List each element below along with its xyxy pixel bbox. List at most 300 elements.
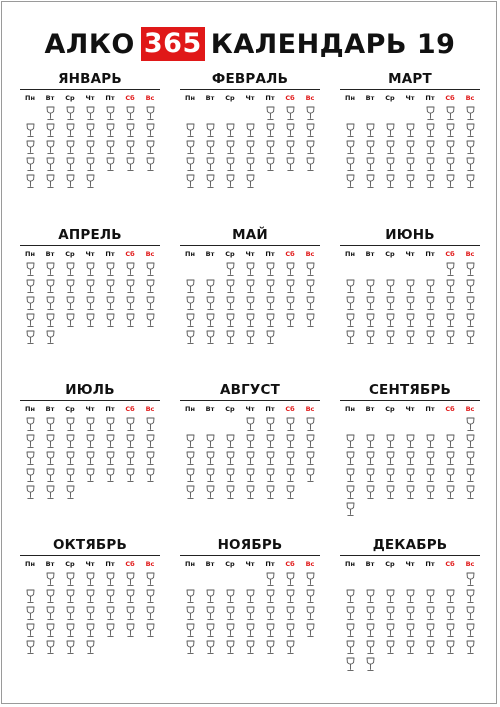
wine-glass-icon[interactable] xyxy=(300,279,320,296)
wine-glass-icon[interactable] xyxy=(420,451,440,468)
wine-glass-icon[interactable] xyxy=(20,640,40,657)
wine-glass-icon[interactable] xyxy=(460,157,480,174)
wine-glass-icon[interactable] xyxy=(80,434,100,451)
wine-glass-icon[interactable] xyxy=(380,640,400,657)
wine-glass-icon[interactable] xyxy=(300,296,320,313)
wine-glass-icon[interactable] xyxy=(180,296,200,313)
wine-glass-icon[interactable] xyxy=(260,434,280,451)
wine-glass-icon[interactable] xyxy=(180,140,200,157)
wine-glass-icon[interactable] xyxy=(40,417,60,434)
wine-glass-icon[interactable] xyxy=(80,589,100,606)
wine-glass-icon[interactable] xyxy=(360,623,380,640)
wine-glass-icon[interactable] xyxy=(120,417,140,434)
wine-glass-icon[interactable] xyxy=(360,606,380,623)
wine-glass-icon[interactable] xyxy=(200,606,220,623)
wine-glass-icon[interactable] xyxy=(460,313,480,330)
wine-glass-icon[interactable] xyxy=(440,485,460,502)
wine-glass-icon[interactable] xyxy=(200,468,220,485)
wine-glass-icon[interactable] xyxy=(460,417,480,434)
wine-glass-icon[interactable] xyxy=(80,572,100,589)
wine-glass-icon[interactable] xyxy=(280,313,300,330)
wine-glass-icon[interactable] xyxy=(100,262,120,279)
wine-glass-icon[interactable] xyxy=(340,502,360,519)
wine-glass-icon[interactable] xyxy=(20,262,40,279)
wine-glass-icon[interactable] xyxy=(400,123,420,140)
wine-glass-icon[interactable] xyxy=(120,589,140,606)
wine-glass-icon[interactable] xyxy=(40,485,60,502)
wine-glass-icon[interactable] xyxy=(460,451,480,468)
wine-glass-icon[interactable] xyxy=(220,451,240,468)
wine-glass-icon[interactable] xyxy=(420,106,440,123)
wine-glass-icon[interactable] xyxy=(200,140,220,157)
wine-glass-icon[interactable] xyxy=(60,640,80,657)
wine-glass-icon[interactable] xyxy=(360,123,380,140)
wine-glass-icon[interactable] xyxy=(360,140,380,157)
wine-glass-icon[interactable] xyxy=(280,606,300,623)
wine-glass-icon[interactable] xyxy=(400,623,420,640)
wine-glass-icon[interactable] xyxy=(240,434,260,451)
wine-glass-icon[interactable] xyxy=(80,417,100,434)
wine-glass-icon[interactable] xyxy=(440,174,460,191)
wine-glass-icon[interactable] xyxy=(440,589,460,606)
wine-glass-icon[interactable] xyxy=(420,313,440,330)
wine-glass-icon[interactable] xyxy=(140,434,160,451)
wine-glass-icon[interactable] xyxy=(240,330,260,347)
wine-glass-icon[interactable] xyxy=(40,174,60,191)
wine-glass-icon[interactable] xyxy=(440,606,460,623)
wine-glass-icon[interactable] xyxy=(140,106,160,123)
wine-glass-icon[interactable] xyxy=(20,123,40,140)
wine-glass-icon[interactable] xyxy=(400,140,420,157)
wine-glass-icon[interactable] xyxy=(400,451,420,468)
wine-glass-icon[interactable] xyxy=(120,279,140,296)
wine-glass-icon[interactable] xyxy=(340,434,360,451)
wine-glass-icon[interactable] xyxy=(240,296,260,313)
wine-glass-icon[interactable] xyxy=(280,417,300,434)
wine-glass-icon[interactable] xyxy=(400,640,420,657)
wine-glass-icon[interactable] xyxy=(140,468,160,485)
wine-glass-icon[interactable] xyxy=(420,606,440,623)
wine-glass-icon[interactable] xyxy=(280,106,300,123)
wine-glass-icon[interactable] xyxy=(300,589,320,606)
wine-glass-icon[interactable] xyxy=(340,606,360,623)
wine-glass-icon[interactable] xyxy=(140,572,160,589)
wine-glass-icon[interactable] xyxy=(260,262,280,279)
wine-glass-icon[interactable] xyxy=(40,606,60,623)
wine-glass-icon[interactable] xyxy=(360,657,380,674)
wine-glass-icon[interactable] xyxy=(420,468,440,485)
wine-glass-icon[interactable] xyxy=(440,434,460,451)
wine-glass-icon[interactable] xyxy=(180,589,200,606)
wine-glass-icon[interactable] xyxy=(200,640,220,657)
wine-glass-icon[interactable] xyxy=(220,485,240,502)
wine-glass-icon[interactable] xyxy=(60,623,80,640)
wine-glass-icon[interactable] xyxy=(420,623,440,640)
wine-glass-icon[interactable] xyxy=(400,296,420,313)
wine-glass-icon[interactable] xyxy=(440,451,460,468)
wine-glass-icon[interactable] xyxy=(80,640,100,657)
wine-glass-icon[interactable] xyxy=(240,468,260,485)
wine-glass-icon[interactable] xyxy=(360,451,380,468)
wine-glass-icon[interactable] xyxy=(60,106,80,123)
wine-glass-icon[interactable] xyxy=(200,434,220,451)
wine-glass-icon[interactable] xyxy=(280,640,300,657)
wine-glass-icon[interactable] xyxy=(120,106,140,123)
wine-glass-icon[interactable] xyxy=(240,123,260,140)
wine-glass-icon[interactable] xyxy=(120,468,140,485)
wine-glass-icon[interactable] xyxy=(100,106,120,123)
wine-glass-icon[interactable] xyxy=(140,606,160,623)
wine-glass-icon[interactable] xyxy=(420,140,440,157)
wine-glass-icon[interactable] xyxy=(440,140,460,157)
wine-glass-icon[interactable] xyxy=(240,313,260,330)
wine-glass-icon[interactable] xyxy=(200,123,220,140)
wine-glass-icon[interactable] xyxy=(120,262,140,279)
wine-glass-icon[interactable] xyxy=(220,468,240,485)
wine-glass-icon[interactable] xyxy=(200,296,220,313)
wine-glass-icon[interactable] xyxy=(40,313,60,330)
wine-glass-icon[interactable] xyxy=(60,296,80,313)
wine-glass-icon[interactable] xyxy=(180,485,200,502)
wine-glass-icon[interactable] xyxy=(340,296,360,313)
wine-glass-icon[interactable] xyxy=(280,296,300,313)
wine-glass-icon[interactable] xyxy=(460,279,480,296)
wine-glass-icon[interactable] xyxy=(300,140,320,157)
wine-glass-icon[interactable] xyxy=(220,589,240,606)
wine-glass-icon[interactable] xyxy=(180,451,200,468)
wine-glass-icon[interactable] xyxy=(220,174,240,191)
wine-glass-icon[interactable] xyxy=(260,279,280,296)
wine-glass-icon[interactable] xyxy=(200,330,220,347)
wine-glass-icon[interactable] xyxy=(200,623,220,640)
wine-glass-icon[interactable] xyxy=(460,434,480,451)
wine-glass-icon[interactable] xyxy=(460,606,480,623)
wine-glass-icon[interactable] xyxy=(340,485,360,502)
wine-glass-icon[interactable] xyxy=(20,589,40,606)
wine-glass-icon[interactable] xyxy=(40,434,60,451)
wine-glass-icon[interactable] xyxy=(80,451,100,468)
wine-glass-icon[interactable] xyxy=(20,174,40,191)
wine-glass-icon[interactable] xyxy=(360,157,380,174)
wine-glass-icon[interactable] xyxy=(60,157,80,174)
wine-glass-icon[interactable] xyxy=(460,174,480,191)
wine-glass-icon[interactable] xyxy=(40,123,60,140)
wine-glass-icon[interactable] xyxy=(420,485,440,502)
wine-glass-icon[interactable] xyxy=(40,572,60,589)
wine-glass-icon[interactable] xyxy=(440,468,460,485)
wine-glass-icon[interactable] xyxy=(20,330,40,347)
wine-glass-icon[interactable] xyxy=(300,123,320,140)
wine-glass-icon[interactable] xyxy=(180,330,200,347)
wine-glass-icon[interactable] xyxy=(360,279,380,296)
wine-glass-icon[interactable] xyxy=(100,417,120,434)
wine-glass-icon[interactable] xyxy=(280,123,300,140)
wine-glass-icon[interactable] xyxy=(380,279,400,296)
wine-glass-icon[interactable] xyxy=(420,330,440,347)
wine-glass-icon[interactable] xyxy=(240,174,260,191)
wine-glass-icon[interactable] xyxy=(40,640,60,657)
wine-glass-icon[interactable] xyxy=(380,606,400,623)
wine-glass-icon[interactable] xyxy=(20,279,40,296)
wine-glass-icon[interactable] xyxy=(260,468,280,485)
wine-glass-icon[interactable] xyxy=(120,313,140,330)
wine-glass-icon[interactable] xyxy=(140,140,160,157)
wine-glass-icon[interactable] xyxy=(280,468,300,485)
wine-glass-icon[interactable] xyxy=(340,279,360,296)
wine-glass-icon[interactable] xyxy=(340,451,360,468)
wine-glass-icon[interactable] xyxy=(60,572,80,589)
wine-glass-icon[interactable] xyxy=(100,572,120,589)
wine-glass-icon[interactable] xyxy=(400,313,420,330)
wine-glass-icon[interactable] xyxy=(120,606,140,623)
wine-glass-icon[interactable] xyxy=(360,313,380,330)
wine-glass-icon[interactable] xyxy=(60,123,80,140)
wine-glass-icon[interactable] xyxy=(280,157,300,174)
wine-glass-icon[interactable] xyxy=(60,262,80,279)
wine-glass-icon[interactable] xyxy=(400,434,420,451)
wine-glass-icon[interactable] xyxy=(420,434,440,451)
wine-glass-icon[interactable] xyxy=(100,451,120,468)
wine-glass-icon[interactable] xyxy=(400,279,420,296)
wine-glass-icon[interactable] xyxy=(240,279,260,296)
wine-glass-icon[interactable] xyxy=(380,174,400,191)
wine-glass-icon[interactable] xyxy=(260,589,280,606)
wine-glass-icon[interactable] xyxy=(240,140,260,157)
wine-glass-icon[interactable] xyxy=(20,468,40,485)
wine-glass-icon[interactable] xyxy=(180,640,200,657)
wine-glass-icon[interactable] xyxy=(460,485,480,502)
wine-glass-icon[interactable] xyxy=(380,140,400,157)
wine-glass-icon[interactable] xyxy=(360,174,380,191)
wine-glass-icon[interactable] xyxy=(80,606,100,623)
wine-glass-icon[interactable] xyxy=(60,279,80,296)
wine-glass-icon[interactable] xyxy=(80,313,100,330)
wine-glass-icon[interactable] xyxy=(40,589,60,606)
wine-glass-icon[interactable] xyxy=(20,485,40,502)
wine-glass-icon[interactable] xyxy=(300,606,320,623)
wine-glass-icon[interactable] xyxy=(400,157,420,174)
wine-glass-icon[interactable] xyxy=(340,157,360,174)
wine-glass-icon[interactable] xyxy=(180,434,200,451)
wine-glass-icon[interactable] xyxy=(220,606,240,623)
wine-glass-icon[interactable] xyxy=(60,313,80,330)
wine-glass-icon[interactable] xyxy=(120,451,140,468)
wine-glass-icon[interactable] xyxy=(100,468,120,485)
wine-glass-icon[interactable] xyxy=(40,330,60,347)
wine-glass-icon[interactable] xyxy=(340,140,360,157)
wine-glass-icon[interactable] xyxy=(300,434,320,451)
wine-glass-icon[interactable] xyxy=(420,589,440,606)
wine-glass-icon[interactable] xyxy=(360,468,380,485)
wine-glass-icon[interactable] xyxy=(280,623,300,640)
wine-glass-icon[interactable] xyxy=(240,640,260,657)
wine-glass-icon[interactable] xyxy=(360,296,380,313)
wine-glass-icon[interactable] xyxy=(400,485,420,502)
wine-glass-icon[interactable] xyxy=(460,589,480,606)
wine-glass-icon[interactable] xyxy=(300,313,320,330)
wine-glass-icon[interactable] xyxy=(420,123,440,140)
wine-glass-icon[interactable] xyxy=(340,640,360,657)
wine-glass-icon[interactable] xyxy=(100,313,120,330)
wine-glass-icon[interactable] xyxy=(140,417,160,434)
wine-glass-icon[interactable] xyxy=(420,296,440,313)
wine-glass-icon[interactable] xyxy=(420,157,440,174)
wine-glass-icon[interactable] xyxy=(340,468,360,485)
wine-glass-icon[interactable] xyxy=(20,140,40,157)
wine-glass-icon[interactable] xyxy=(80,623,100,640)
wine-glass-icon[interactable] xyxy=(60,589,80,606)
wine-glass-icon[interactable] xyxy=(200,589,220,606)
wine-glass-icon[interactable] xyxy=(280,279,300,296)
wine-glass-icon[interactable] xyxy=(60,485,80,502)
wine-glass-icon[interactable] xyxy=(380,313,400,330)
wine-glass-icon[interactable] xyxy=(140,296,160,313)
wine-glass-icon[interactable] xyxy=(180,606,200,623)
wine-glass-icon[interactable] xyxy=(80,279,100,296)
wine-glass-icon[interactable] xyxy=(260,640,280,657)
wine-glass-icon[interactable] xyxy=(360,434,380,451)
wine-glass-icon[interactable] xyxy=(220,262,240,279)
wine-glass-icon[interactable] xyxy=(440,313,460,330)
wine-glass-icon[interactable] xyxy=(20,313,40,330)
wine-glass-icon[interactable] xyxy=(80,106,100,123)
wine-glass-icon[interactable] xyxy=(80,140,100,157)
wine-glass-icon[interactable] xyxy=(40,262,60,279)
wine-glass-icon[interactable] xyxy=(200,157,220,174)
wine-glass-icon[interactable] xyxy=(20,434,40,451)
wine-glass-icon[interactable] xyxy=(80,262,100,279)
wine-glass-icon[interactable] xyxy=(180,279,200,296)
wine-glass-icon[interactable] xyxy=(460,140,480,157)
wine-glass-icon[interactable] xyxy=(260,106,280,123)
wine-glass-icon[interactable] xyxy=(380,123,400,140)
wine-glass-icon[interactable] xyxy=(240,157,260,174)
wine-glass-icon[interactable] xyxy=(120,623,140,640)
wine-glass-icon[interactable] xyxy=(340,657,360,674)
wine-glass-icon[interactable] xyxy=(240,623,260,640)
wine-glass-icon[interactable] xyxy=(60,451,80,468)
wine-glass-icon[interactable] xyxy=(260,417,280,434)
wine-glass-icon[interactable] xyxy=(260,451,280,468)
wine-glass-icon[interactable] xyxy=(340,623,360,640)
wine-glass-icon[interactable] xyxy=(140,313,160,330)
wine-glass-icon[interactable] xyxy=(240,589,260,606)
wine-glass-icon[interactable] xyxy=(100,123,120,140)
wine-glass-icon[interactable] xyxy=(380,623,400,640)
wine-glass-icon[interactable] xyxy=(40,468,60,485)
wine-glass-icon[interactable] xyxy=(180,468,200,485)
wine-glass-icon[interactable] xyxy=(100,623,120,640)
wine-glass-icon[interactable] xyxy=(440,279,460,296)
wine-glass-icon[interactable] xyxy=(20,451,40,468)
wine-glass-icon[interactable] xyxy=(140,279,160,296)
wine-glass-icon[interactable] xyxy=(40,106,60,123)
wine-glass-icon[interactable] xyxy=(120,140,140,157)
wine-glass-icon[interactable] xyxy=(440,123,460,140)
wine-glass-icon[interactable] xyxy=(280,140,300,157)
wine-glass-icon[interactable] xyxy=(180,123,200,140)
wine-glass-icon[interactable] xyxy=(40,140,60,157)
wine-glass-icon[interactable] xyxy=(380,468,400,485)
wine-glass-icon[interactable] xyxy=(180,313,200,330)
wine-glass-icon[interactable] xyxy=(200,313,220,330)
wine-glass-icon[interactable] xyxy=(360,330,380,347)
wine-glass-icon[interactable] xyxy=(220,123,240,140)
wine-glass-icon[interactable] xyxy=(20,623,40,640)
wine-glass-icon[interactable] xyxy=(200,174,220,191)
wine-glass-icon[interactable] xyxy=(340,313,360,330)
wine-glass-icon[interactable] xyxy=(260,140,280,157)
wine-glass-icon[interactable] xyxy=(200,451,220,468)
wine-glass-icon[interactable] xyxy=(340,174,360,191)
wine-glass-icon[interactable] xyxy=(260,157,280,174)
wine-glass-icon[interactable] xyxy=(140,157,160,174)
wine-glass-icon[interactable] xyxy=(180,623,200,640)
wine-glass-icon[interactable] xyxy=(140,589,160,606)
wine-glass-icon[interactable] xyxy=(220,313,240,330)
wine-glass-icon[interactable] xyxy=(380,589,400,606)
wine-glass-icon[interactable] xyxy=(440,157,460,174)
wine-glass-icon[interactable] xyxy=(40,623,60,640)
wine-glass-icon[interactable] xyxy=(300,417,320,434)
wine-glass-icon[interactable] xyxy=(40,296,60,313)
wine-glass-icon[interactable] xyxy=(440,106,460,123)
wine-glass-icon[interactable] xyxy=(60,140,80,157)
wine-glass-icon[interactable] xyxy=(340,589,360,606)
wine-glass-icon[interactable] xyxy=(280,434,300,451)
wine-glass-icon[interactable] xyxy=(80,174,100,191)
wine-glass-icon[interactable] xyxy=(240,485,260,502)
wine-glass-icon[interactable] xyxy=(100,279,120,296)
wine-glass-icon[interactable] xyxy=(40,157,60,174)
wine-glass-icon[interactable] xyxy=(120,157,140,174)
wine-glass-icon[interactable] xyxy=(40,279,60,296)
wine-glass-icon[interactable] xyxy=(340,123,360,140)
wine-glass-icon[interactable] xyxy=(280,451,300,468)
wine-glass-icon[interactable] xyxy=(380,434,400,451)
wine-glass-icon[interactable] xyxy=(460,623,480,640)
wine-glass-icon[interactable] xyxy=(60,468,80,485)
wine-glass-icon[interactable] xyxy=(60,434,80,451)
wine-glass-icon[interactable] xyxy=(220,434,240,451)
wine-glass-icon[interactable] xyxy=(460,106,480,123)
wine-glass-icon[interactable] xyxy=(240,606,260,623)
wine-glass-icon[interactable] xyxy=(420,174,440,191)
wine-glass-icon[interactable] xyxy=(200,485,220,502)
wine-glass-icon[interactable] xyxy=(20,296,40,313)
wine-glass-icon[interactable] xyxy=(140,123,160,140)
wine-glass-icon[interactable] xyxy=(40,451,60,468)
wine-glass-icon[interactable] xyxy=(120,123,140,140)
wine-glass-icon[interactable] xyxy=(440,623,460,640)
wine-glass-icon[interactable] xyxy=(260,623,280,640)
wine-glass-icon[interactable] xyxy=(380,485,400,502)
wine-glass-icon[interactable] xyxy=(380,157,400,174)
wine-glass-icon[interactable] xyxy=(120,434,140,451)
wine-glass-icon[interactable] xyxy=(240,417,260,434)
wine-glass-icon[interactable] xyxy=(80,123,100,140)
wine-glass-icon[interactable] xyxy=(20,157,40,174)
wine-glass-icon[interactable] xyxy=(400,174,420,191)
wine-glass-icon[interactable] xyxy=(100,434,120,451)
wine-glass-icon[interactable] xyxy=(360,485,380,502)
wine-glass-icon[interactable] xyxy=(260,330,280,347)
wine-glass-icon[interactable] xyxy=(380,451,400,468)
wine-glass-icon[interactable] xyxy=(440,330,460,347)
wine-glass-icon[interactable] xyxy=(400,330,420,347)
wine-glass-icon[interactable] xyxy=(340,330,360,347)
wine-glass-icon[interactable] xyxy=(220,330,240,347)
